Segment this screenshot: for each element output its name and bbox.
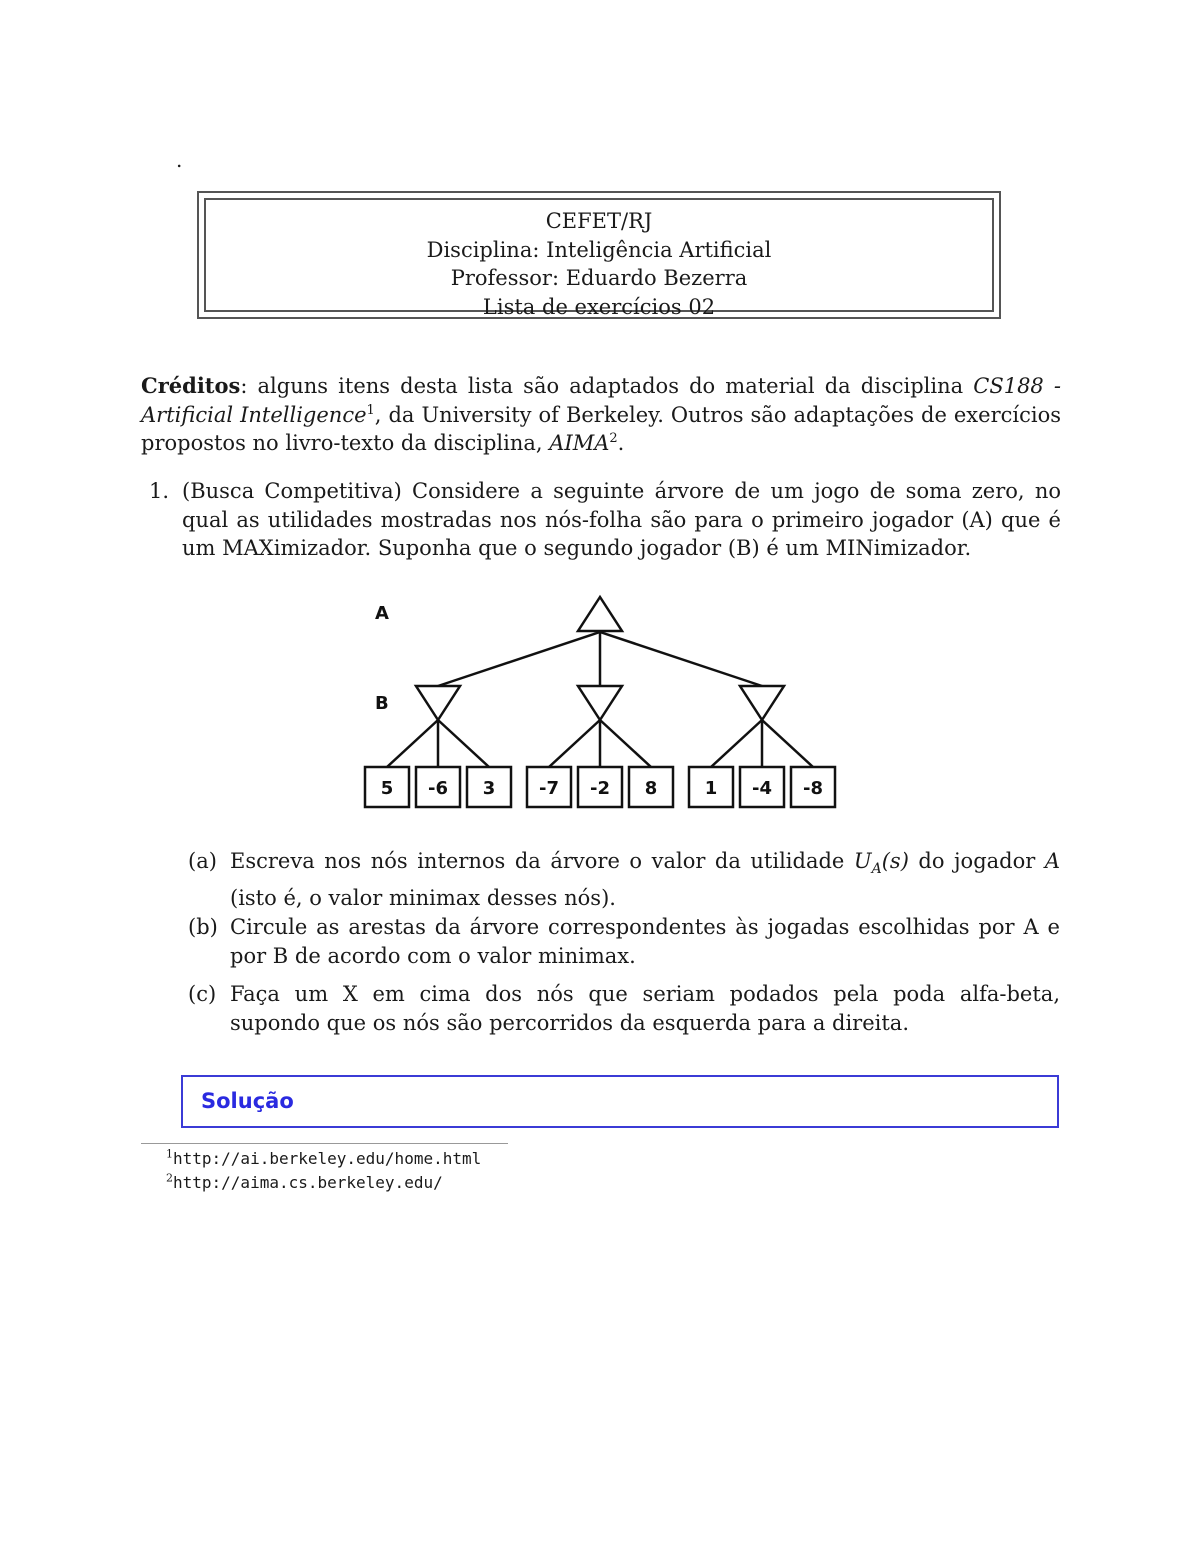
leaf-node-9-value: -8	[803, 778, 823, 799]
solution-box	[181, 1075, 1059, 1128]
subquestion-a-text-2: do jogador	[908, 849, 1045, 873]
math-utility-sub: A	[871, 861, 882, 878]
tree-label-b: B	[375, 693, 389, 714]
edge-b2-leaf6	[600, 720, 651, 767]
game-tree-figure	[360, 590, 840, 815]
subquestion-a-text-3: (isto é, o valor minimax desses nós).	[230, 885, 616, 910]
subquestion-a	[188, 847, 1060, 912]
footnote-2	[166, 1173, 443, 1192]
leaf-node-5-value: -2	[590, 778, 610, 799]
question-1-text: (Busca Competitiva) Considere a seguinte árvore de um jogo de soma zero, no qual as utilidades mostradas nos nós-folha são para o primeiro jogador (A) que é um MAXimizador. Suponha que o segundo jogador (B) é um MINimizador.	[182, 479, 1061, 561]
min-node-b3	[740, 686, 784, 720]
leaf-node-1-value: 5	[380, 778, 394, 799]
subquestion-c-text: Faça um X em cima dos nós que seriam podados pela poda alfa-beta, supondo que os nós são percorridos da esquerda para a direita.	[230, 982, 1060, 1035]
math-player-a: A	[1044, 849, 1060, 873]
leaf-node-4-value: -7	[539, 778, 559, 799]
subquestion-c-label: (c)	[188, 982, 217, 1006]
edge-b1-leaf3	[438, 720, 489, 767]
leaf-node-7-value: 1	[704, 778, 718, 799]
subquestion-a-text-1: Escreva nos nós internos da árvore o valor da utilidade	[230, 849, 854, 873]
footnote-mark-2: 2	[609, 431, 618, 447]
header-professor: Professor: Eduardo Bezerra	[450, 266, 748, 290]
question-1-number: 1.	[149, 479, 170, 503]
leaf-node-8-value: -4	[752, 778, 772, 799]
footnote-2-mark: 2	[166, 1171, 173, 1185]
header-inner-frame	[204, 198, 994, 319]
footnote-1	[166, 1149, 481, 1168]
min-node-b2	[578, 686, 622, 720]
page-dot: .	[176, 148, 183, 172]
credits-paragraph	[141, 372, 1061, 458]
subquestion-c	[188, 980, 1060, 1037]
solution-title: Solução	[201, 1089, 294, 1113]
credits-course: CS188 - Artificial Intelligence	[141, 374, 1062, 427]
edge-b3-leaf7	[711, 720, 762, 767]
math-utility-u: U	[853, 849, 872, 873]
header-list-title: Lista de exercícios 02	[482, 294, 716, 319]
subquestion-b-label: (b)	[188, 915, 218, 939]
min-node-b1	[416, 686, 460, 720]
tree-label-a: A	[375, 603, 389, 624]
subquestion-b	[188, 913, 1060, 970]
credits-text-3: .	[617, 431, 625, 456]
edge-b3-leaf9	[762, 720, 813, 767]
subquestion-a-label: (a)	[188, 849, 217, 873]
leaf-node-3-value: 3	[482, 778, 496, 799]
leaf-node-6-value: 8	[644, 778, 658, 799]
question-1	[141, 477, 1061, 563]
credits-text-1: : alguns itens desta lista são adaptados do material da disciplina	[240, 374, 974, 398]
leaf-nodes	[365, 767, 835, 807]
edge-b2-leaf4	[549, 720, 600, 767]
subquestion-b-text: Circule as arestas da árvore correspondentes às jogadas escolhidas por A e por B de acordo com o valor minimax.	[230, 915, 1060, 968]
credits-book: AIMA	[549, 431, 610, 456]
edge-root-b1	[438, 632, 600, 686]
subquestion-a-text	[230, 847, 1060, 912]
footnote-1-link[interactable]: http://ai.berkeley.edu/home.html	[173, 1149, 482, 1168]
header-course: Disciplina: Inteligência Artificial	[426, 237, 772, 262]
footnote-rule	[141, 1143, 508, 1144]
header-box	[197, 191, 1001, 319]
credits-text-2: , da University of Berkeley. Outros são adaptações de exercícios propostos no livro-texto da disciplina,	[141, 402, 1061, 456]
footnote-2-link[interactable]: http://aima.cs.berkeley.edu/	[173, 1173, 443, 1192]
footnote-1-mark: 1	[166, 1147, 173, 1161]
footnote-mark-1: 1	[366, 402, 375, 418]
edge-b1-leaf1	[387, 720, 438, 767]
math-utility-arg: (s)	[881, 849, 909, 873]
max-node-root	[578, 597, 622, 631]
edge-root-b3	[600, 632, 762, 686]
header-institution: CEFET/RJ	[545, 209, 653, 233]
leaf-node-2-value: -6	[428, 778, 448, 799]
credits-label: Créditos	[141, 373, 241, 398]
